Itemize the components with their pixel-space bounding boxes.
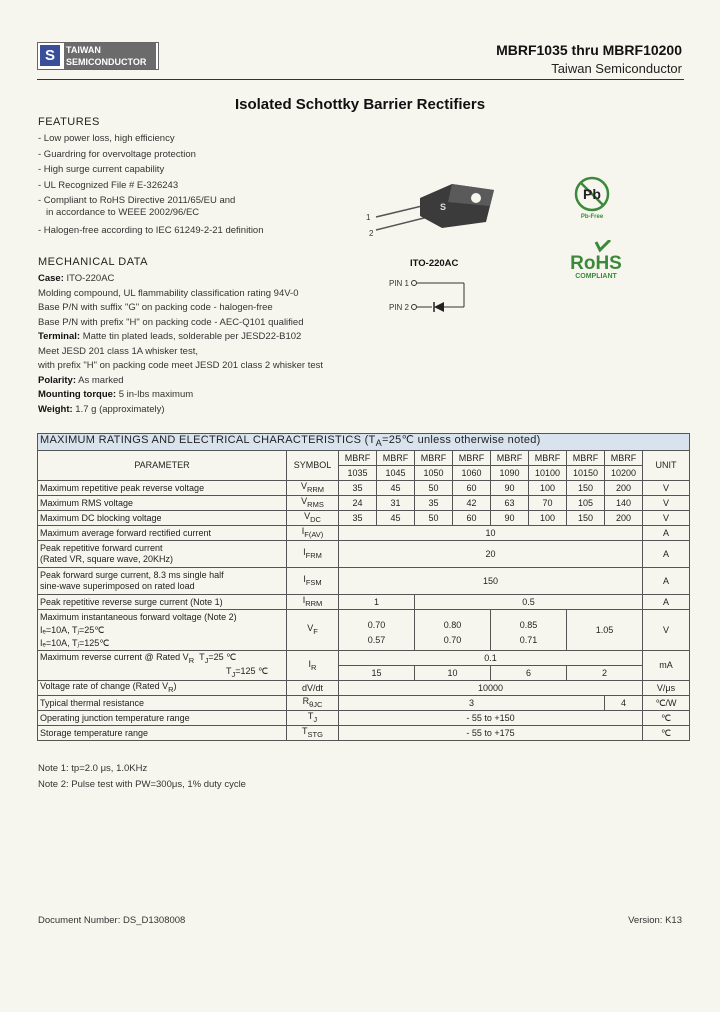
col-model: MBRF: [339, 451, 377, 466]
mechanical-list: [38, 272, 383, 417]
feature-item: - Halogen-free according to IEC 61249-2-21 definition: [38, 225, 264, 236]
note-1: Note 1: tp=2.0 μs, 1.0KHz: [38, 763, 148, 774]
rohs-text: RoHS: [570, 253, 622, 274]
package-label: ITO-220AC: [410, 258, 459, 269]
table-row: Maximum RMS voltage $V_{RMS}$ 24 31 35 42 63 70 105 140 V: [38, 496, 690, 511]
lead-1-label: 1: [366, 213, 371, 222]
table-row: Maximum DC blocking voltage $V_{DC}$ 35 45 50 60 90 100 150 200 V: [38, 511, 690, 526]
col-unit: UNIT: [643, 451, 690, 481]
table-row: Operating junction temperature range $T_J$ - 55 to +150 ℃: [38, 711, 690, 726]
check-icon: [596, 240, 610, 250]
pb-free-badge: [568, 176, 616, 220]
col-model: MBRF: [377, 451, 415, 466]
table-row: 15 10 6 2: [38, 666, 690, 681]
mech-base-g: Base P/N with suffix "G" on packing code - halogen-free: [38, 302, 273, 313]
table-banner: MAXIMUM RATINGS AND ELECTRICAL CHARACTERISTICS ($T_A=25℃$ unless otherwise noted): [38, 434, 690, 451]
mounting-hole: [471, 193, 481, 203]
col-model: MBRF: [605, 451, 643, 466]
pin2-terminal: [412, 305, 417, 310]
mech-base-h: Base P/N with prefix "H" on packing code - AEC-Q101 qualified: [38, 316, 304, 328]
feature-item: - Low power loss, high efficiency: [38, 133, 175, 144]
lead-2: [376, 216, 432, 230]
diode-schematic: [408, 276, 488, 316]
table-row: Maximum average forward rectified current $I_{F(AV)}$ 10 A: [38, 526, 690, 541]
pb-text: Pb: [583, 186, 601, 202]
col-model: MBRF: [567, 451, 605, 466]
feature-item: - High surge current capability: [38, 164, 165, 175]
table-row: Peak forward surge current, 8.3 ms single half sine-wave superimposed on rated load $I_{FSM}$ 150 A: [38, 568, 690, 595]
mech-case: Case: ITO-220AC: [38, 273, 115, 284]
lead-2-label: 2: [369, 229, 374, 238]
mech-jesd-1: Meet JESD 201 class 1A whisker test,: [38, 345, 198, 357]
col-model: MBRF: [453, 451, 491, 466]
feature-item: - Guardring for overvoltage protection: [38, 148, 196, 160]
document-title: Isolated Schottky Barrier Rectifiers: [234, 96, 486, 113]
feature-item: in accordance to WEEE 2002/96/EC: [46, 207, 200, 218]
table-row: Voltage rate of change (Rated $V_R$) dV/dt 10000 V/μs: [38, 681, 690, 696]
table-row: Maximum instantaneous forward voltage (Note 2) Iₑ=10A, Tⱼ=25℃ Iₑ=10A, Tⱼ=125℃ $V_F$ 0.70 0.57 0.80 0.70 0.85 0.71 1.05 V: [38, 610, 690, 651]
features-heading: FEATURES: [38, 116, 100, 128]
feature-item: - Compliant to RoHS Directive 2011/65/EU and: [38, 195, 236, 206]
col-model: MBRF: [529, 451, 567, 466]
company-name: Taiwan Semiconductor: [551, 61, 682, 76]
lead-1: [376, 206, 422, 217]
table-row: Peak repetitive forward current (Rated VR, square wave, 20KHz) $I_{FRM}$ 20 A: [38, 541, 690, 568]
company-logo: [37, 42, 159, 70]
diode-icon: [434, 302, 444, 312]
logo-text: TAIWAN SEMICONDUCTOR: [64, 43, 156, 69]
rohs-compliant-text: COMPLIANT: [575, 273, 617, 280]
package-mark: S: [440, 202, 447, 212]
table-row: Peak repetitive reverse surge current (Note 1) $I_{RRM}$ 1 0.5 A: [38, 595, 690, 610]
table-banner-row: [38, 434, 690, 451]
col-model: MBRF: [491, 451, 529, 466]
col-symbol: SYMBOL: [287, 451, 339, 481]
table-row: Storage temperature range $T_{STG}$ - 55 to +175 ℃: [38, 726, 690, 741]
table-header-row-2: 1035 1045 1050 1060 1090 10100 10150 10200: [38, 466, 690, 481]
document-number: Document Number: DS_D1308008: [38, 915, 186, 926]
mech-polarity: Polarity: As marked: [38, 374, 124, 386]
table-row: Maximum repetitive peak reverse voltage $V_{RRM}$ 35 45 50 60 90 100 150 200 V: [38, 481, 690, 496]
pb-free-label: Pb-Free: [580, 214, 604, 220]
version: Version: K13: [628, 915, 682, 926]
mech-jesd-2: with prefix "H" on packing code meet JESD 201 class 2 whisker test: [38, 360, 324, 371]
table-row: Maximum reverse current @ Rated $V_R$ $T_J=25$ ℃ $T_J=125$ ℃ $I_R$ 0.1 mA: [38, 651, 690, 666]
mechanical-heading: MECHANICAL DATA: [38, 256, 148, 268]
pin1-label: PIN 1: [389, 279, 410, 288]
mech-terminal: Terminal: Matte tin plated leads, solderable per JESD22-B102: [38, 331, 302, 342]
logo-mark-icon: S: [40, 45, 60, 66]
header-divider: [37, 79, 684, 80]
note-2: Note 2: Pulse test with PW=300μs, 1% duty cycle: [38, 779, 246, 790]
pin2-label: PIN 2: [389, 303, 410, 312]
feature-item: - UL Recognized File # E-326243: [38, 179, 179, 191]
pin1-terminal: [412, 281, 417, 286]
package-image: [362, 176, 502, 238]
rohs-badge: [566, 240, 628, 282]
ratings-table: [37, 433, 690, 741]
col-model: MBRF: [415, 451, 453, 466]
part-range-title: MBRF1035 thru MBRF10200: [496, 42, 682, 58]
mech-molding: Molding compound, UL flammability classification rating 94V-0: [38, 287, 299, 299]
mech-weight: Weight: 1.7 g (approximately): [38, 403, 165, 415]
features-list: [38, 133, 358, 241]
col-parameter: PARAMETER: [38, 451, 287, 481]
table-row: Typical thermal resistance $R_{\theta JC}$ 3 4 ℃/W: [38, 696, 690, 711]
mech-torque: Mounting torque: 5 in-lbs maximum: [38, 389, 194, 400]
table-header-row: [38, 451, 690, 466]
